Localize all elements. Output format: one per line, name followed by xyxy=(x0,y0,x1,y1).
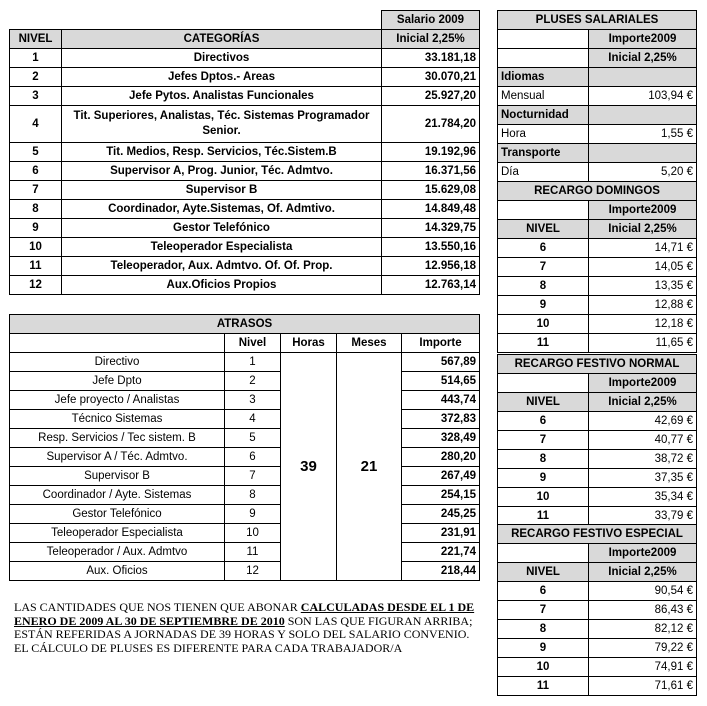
table-row xyxy=(10,87,480,106)
atrasos-nivel: 5 xyxy=(225,429,281,448)
pluses-hora-label: Hora xyxy=(498,125,589,144)
atrasos-importe: 567,89 xyxy=(402,353,480,372)
atrasos-nivel: 8 xyxy=(225,486,281,505)
recargo-nivel: 11 xyxy=(498,334,589,353)
table-row xyxy=(498,469,697,488)
table-row xyxy=(498,488,697,507)
atrasos-importe: 267,49 xyxy=(402,467,480,486)
salary-nivel: 1 xyxy=(10,49,62,68)
recargo-nivel: 7 xyxy=(498,258,589,277)
salary-nivel: 12 xyxy=(10,276,62,295)
salary-categoria: Tit. Medios, Resp. Servicios, Téc.Sistem.B xyxy=(62,143,382,162)
table-row xyxy=(498,277,697,296)
table-row xyxy=(10,276,480,295)
recargo-importe-header: Importe2009 xyxy=(589,544,697,563)
recargo-nivel: 10 xyxy=(498,658,589,677)
atrasos-categoria: Supervisor A / Téc. Admtvo. xyxy=(10,448,225,467)
table-row xyxy=(498,296,697,315)
footnote-line2: EL CÁLCULO DE PLUSES ES DIFERENTE PARA CADA TRABAJADOR/A xyxy=(14,640,403,655)
recargo-valor: 38,72 € xyxy=(589,450,697,469)
pluses-mensual-label: Mensual xyxy=(498,87,589,106)
recargo-valor: 42,69 € xyxy=(589,412,697,431)
recargo-valor: 90,54 € xyxy=(589,582,697,601)
atrasos-header-importe: Importe xyxy=(402,334,480,353)
salary-importe: 21.784,20 xyxy=(382,106,480,143)
recargo-domingos-table xyxy=(497,181,697,353)
pluses-inicial-header: Inicial 2,25% xyxy=(589,49,697,68)
salary-table xyxy=(9,10,480,295)
atrasos-categoria: Teleoperador Especialista xyxy=(10,524,225,543)
recargo-nivel-header: NIVEL xyxy=(498,220,589,239)
table-row xyxy=(498,658,697,677)
table-row xyxy=(498,334,697,353)
recargo-nivel: 6 xyxy=(498,412,589,431)
recargo-importe-header: Importe2009 xyxy=(589,201,697,220)
recargo-valor: 11,65 € xyxy=(589,334,697,353)
recargo-valor: 33,79 € xyxy=(589,507,697,526)
atrasos-importe: 254,15 xyxy=(402,486,480,505)
table-row xyxy=(10,372,480,391)
table-row xyxy=(10,429,480,448)
table-row xyxy=(498,315,697,334)
pluses-hora-value: 1,55 € xyxy=(589,125,697,144)
table-row xyxy=(498,507,697,526)
pluses-importe-header: Importe2009 xyxy=(589,30,697,49)
recargo-valor: 14,05 € xyxy=(589,258,697,277)
salary-nivel: 7 xyxy=(10,181,62,200)
atrasos-categoria: Aux. Oficios xyxy=(10,562,225,581)
atrasos-horas: 39 xyxy=(281,353,337,581)
atrasos-meses: 21 xyxy=(337,353,402,581)
atrasos-nivel: 12 xyxy=(225,562,281,581)
table-row xyxy=(498,431,697,450)
pluses-table xyxy=(497,10,697,182)
recargo-valor: 40,77 € xyxy=(589,431,697,450)
atrasos-importe: 218,44 xyxy=(402,562,480,581)
recargo-nivel: 8 xyxy=(498,450,589,469)
salary-categoria: Teleoperador Especialista xyxy=(62,238,382,257)
atrasos-importe: 372,83 xyxy=(402,410,480,429)
recargo-nivel: 8 xyxy=(498,620,589,639)
salary-categoria: Teleoperador, Aux. Admtvo. Of. Of. Prop. xyxy=(62,257,382,276)
salary-importe: 12.956,18 xyxy=(382,257,480,276)
atrasos-title: ATRASOS xyxy=(10,315,480,334)
pluses-transporte-label: Transporte xyxy=(498,144,589,163)
recargo-importe-header: Importe2009 xyxy=(589,374,697,393)
recargo-valor: 37,35 € xyxy=(589,469,697,488)
salary-categoria: Tit. Superiores, Analistas, Téc. Sistemas Programador Senior. xyxy=(62,106,382,143)
table-row xyxy=(10,505,480,524)
recargo-nivel: 11 xyxy=(498,507,589,526)
salary-importe: 13.550,16 xyxy=(382,238,480,257)
recargo-nivel: 7 xyxy=(498,431,589,450)
table-row xyxy=(10,448,480,467)
atrasos-categoria: Técnico Sistemas xyxy=(10,410,225,429)
salary-importe: 19.192,96 xyxy=(382,143,480,162)
recargo-nivel: 7 xyxy=(498,601,589,620)
table-row xyxy=(498,239,697,258)
table-row xyxy=(10,543,480,562)
salary-nivel: 3 xyxy=(10,87,62,106)
salary-categoria: Jefe Pytos. Analistas Funcionales xyxy=(62,87,382,106)
recargo-valor: 35,34 € xyxy=(589,488,697,507)
recargo-nivel: 9 xyxy=(498,296,589,315)
salary-importe: 16.371,56 xyxy=(382,162,480,181)
atrasos-header-nivel: Nivel xyxy=(225,334,281,353)
salary-nivel: 11 xyxy=(10,257,62,276)
pluses-idiomas-label: Idiomas xyxy=(498,68,589,87)
atrasos-nivel: 9 xyxy=(225,505,281,524)
salary-importe: 12.763,14 xyxy=(382,276,480,295)
atrasos-importe: 231,91 xyxy=(402,524,480,543)
pluses-title: PLUSES SALARIALES xyxy=(498,11,697,30)
table-row xyxy=(10,257,480,276)
atrasos-categoria: Coordinador / Ayte. Sistemas xyxy=(10,486,225,505)
table-row xyxy=(10,486,480,505)
recargo-festivo-normal-table xyxy=(497,354,697,526)
salary-categoria: Supervisor B xyxy=(62,181,382,200)
atrasos-categoria: Supervisor B xyxy=(10,467,225,486)
table-row xyxy=(10,68,480,87)
recargo-valor: 71,61 € xyxy=(589,677,697,696)
table-row xyxy=(498,450,697,469)
recargo-inicial-header: Inicial 2,25% xyxy=(589,563,697,582)
atrasos-nivel: 11 xyxy=(225,543,281,562)
recargo-nivel: 10 xyxy=(498,315,589,334)
recargo-nivel-header: NIVEL xyxy=(498,563,589,582)
footnote-period: CALCULADAS DESDE EL 1 DE ENERO DE 2009 AL 30 DE SEPTIEMBRE DE 2010 xyxy=(14,600,475,628)
recargo-valor: 14,71 € xyxy=(589,239,697,258)
recargo-nivel: 9 xyxy=(498,639,589,658)
recargo-valor: 79,22 € xyxy=(589,639,697,658)
table-row xyxy=(498,582,697,601)
recargo-nivel: 6 xyxy=(498,239,589,258)
table-row xyxy=(10,106,480,143)
salary-importe: 14.849,48 xyxy=(382,200,480,219)
salary-categoria: Directivos xyxy=(62,49,382,68)
atrasos-nivel: 7 xyxy=(225,467,281,486)
table-row xyxy=(10,162,480,181)
salary-importe: 14.329,75 xyxy=(382,219,480,238)
salary-categoria: Supervisor A, Prog. Junior, Téc. Admtvo. xyxy=(62,162,382,181)
atrasos-categoria: Resp. Servicios / Tec sistem. B xyxy=(10,429,225,448)
recargo-title: RECARGO DOMINGOS xyxy=(498,182,697,201)
atrasos-categoria: Teleoperador / Aux. Admtvo xyxy=(10,543,225,562)
atrasos-importe: 443,74 xyxy=(402,391,480,410)
recargo-valor: 13,35 € xyxy=(589,277,697,296)
salary-header-nivel: NIVEL xyxy=(10,30,62,49)
table-row xyxy=(498,412,697,431)
salary-nivel: 4 xyxy=(10,106,62,143)
salary-nivel: 6 xyxy=(10,162,62,181)
salary-importe: 15.629,08 xyxy=(382,181,480,200)
salary-importe: 30.070,21 xyxy=(382,68,480,87)
salary-categoria: Aux.Oficios Propios xyxy=(62,276,382,295)
table-row xyxy=(10,562,480,581)
salary-categoria: Jefes Dptos.- Areas xyxy=(62,68,382,87)
recargo-nivel: 10 xyxy=(498,488,589,507)
recargo-nivel: 6 xyxy=(498,582,589,601)
recargo-title: RECARGO FESTIVO ESPECIAL xyxy=(498,525,697,544)
atrasos-table xyxy=(9,314,480,581)
atrasos-importe: 328,49 xyxy=(402,429,480,448)
atrasos-categoria: Gestor Telefónico xyxy=(10,505,225,524)
table-row xyxy=(10,219,480,238)
recargo-nivel: 11 xyxy=(498,677,589,696)
recargo-inicial-header: Inicial 2,25% xyxy=(589,393,697,412)
salary-nivel: 2 xyxy=(10,68,62,87)
atrasos-nivel: 6 xyxy=(225,448,281,467)
table-row xyxy=(498,639,697,658)
table-row xyxy=(10,391,480,410)
footnote: LAS CANTIDADES QUE NOS TIENEN QUE ABONAR CALCULADAS DESDE EL 1 DE ENERO DE 2009 AL 30 DE SEPTIEMBRE DE 2010 SON LAS QUE FIGURAN ARRIBA; ESTÁN REFERIDAS A JORNADAS DE 39 HORAS Y SOLO DEL SALARIO CONVENIO. EL CÁLCULO DE PLUSES ES DIFERENTE PARA CADA TRABAJADOR/A xyxy=(14,600,475,655)
table-row xyxy=(10,467,480,486)
table-row xyxy=(10,143,480,162)
salary-importe: 25.927,20 xyxy=(382,87,480,106)
table-row xyxy=(10,524,480,543)
salary-categoria: Gestor Telefónico xyxy=(62,219,382,238)
atrasos-nivel: 2 xyxy=(225,372,281,391)
recargo-nivel-header: NIVEL xyxy=(498,393,589,412)
atrasos-nivel: 10 xyxy=(225,524,281,543)
recargo-valor: 82,12 € xyxy=(589,620,697,639)
salary-header-categorias: CATEGORÍAS xyxy=(62,30,382,49)
recargo-inicial-header: Inicial 2,25% xyxy=(589,220,697,239)
salary-header-top: Salario 2009 xyxy=(382,11,480,30)
table-row xyxy=(10,353,480,372)
recargo-valor: 12,18 € xyxy=(589,315,697,334)
pluses-dia-value: 5,20 € xyxy=(589,163,697,182)
recargo-nivel: 9 xyxy=(498,469,589,488)
recargo-title: RECARGO FESTIVO NORMAL xyxy=(498,355,697,374)
table-row xyxy=(10,49,480,68)
recargo-valor: 74,91 € xyxy=(589,658,697,677)
table-row xyxy=(498,601,697,620)
recargo-festivo-especial-table xyxy=(497,524,697,696)
recargo-valor: 86,43 € xyxy=(589,601,697,620)
salary-nivel: 5 xyxy=(10,143,62,162)
salary-nivel: 8 xyxy=(10,200,62,219)
table-row xyxy=(498,677,697,696)
atrasos-nivel: 3 xyxy=(225,391,281,410)
salary-categoria: Coordinador, Ayte.Sistemas, Of. Admtivo. xyxy=(62,200,382,219)
table-row xyxy=(10,181,480,200)
table-row xyxy=(498,620,697,639)
salary-nivel: 10 xyxy=(10,238,62,257)
salary-header-inicial: Inicial 2,25% xyxy=(382,30,480,49)
atrasos-importe: 514,65 xyxy=(402,372,480,391)
atrasos-header-horas: Horas xyxy=(281,334,337,353)
pluses-nocturnidad-label: Nocturnidad xyxy=(498,106,589,125)
atrasos-nivel: 4 xyxy=(225,410,281,429)
salary-nivel: 9 xyxy=(10,219,62,238)
table-row xyxy=(498,258,697,277)
table-row xyxy=(10,200,480,219)
atrasos-categoria: Jefe Dpto xyxy=(10,372,225,391)
atrasos-header-meses: Meses xyxy=(337,334,402,353)
atrasos-importe: 221,74 xyxy=(402,543,480,562)
atrasos-categoria: Jefe proyecto / Analistas xyxy=(10,391,225,410)
recargo-valor: 12,88 € xyxy=(589,296,697,315)
atrasos-importe: 245,25 xyxy=(402,505,480,524)
recargo-nivel: 8 xyxy=(498,277,589,296)
atrasos-importe: 280,20 xyxy=(402,448,480,467)
pluses-dia-label: Día xyxy=(498,163,589,182)
table-row xyxy=(10,238,480,257)
table-row xyxy=(10,410,480,429)
atrasos-categoria: Directivo xyxy=(10,353,225,372)
salary-importe: 33.181,18 xyxy=(382,49,480,68)
atrasos-nivel: 1 xyxy=(225,353,281,372)
pluses-mensual-value: 103,94 € xyxy=(589,87,697,106)
